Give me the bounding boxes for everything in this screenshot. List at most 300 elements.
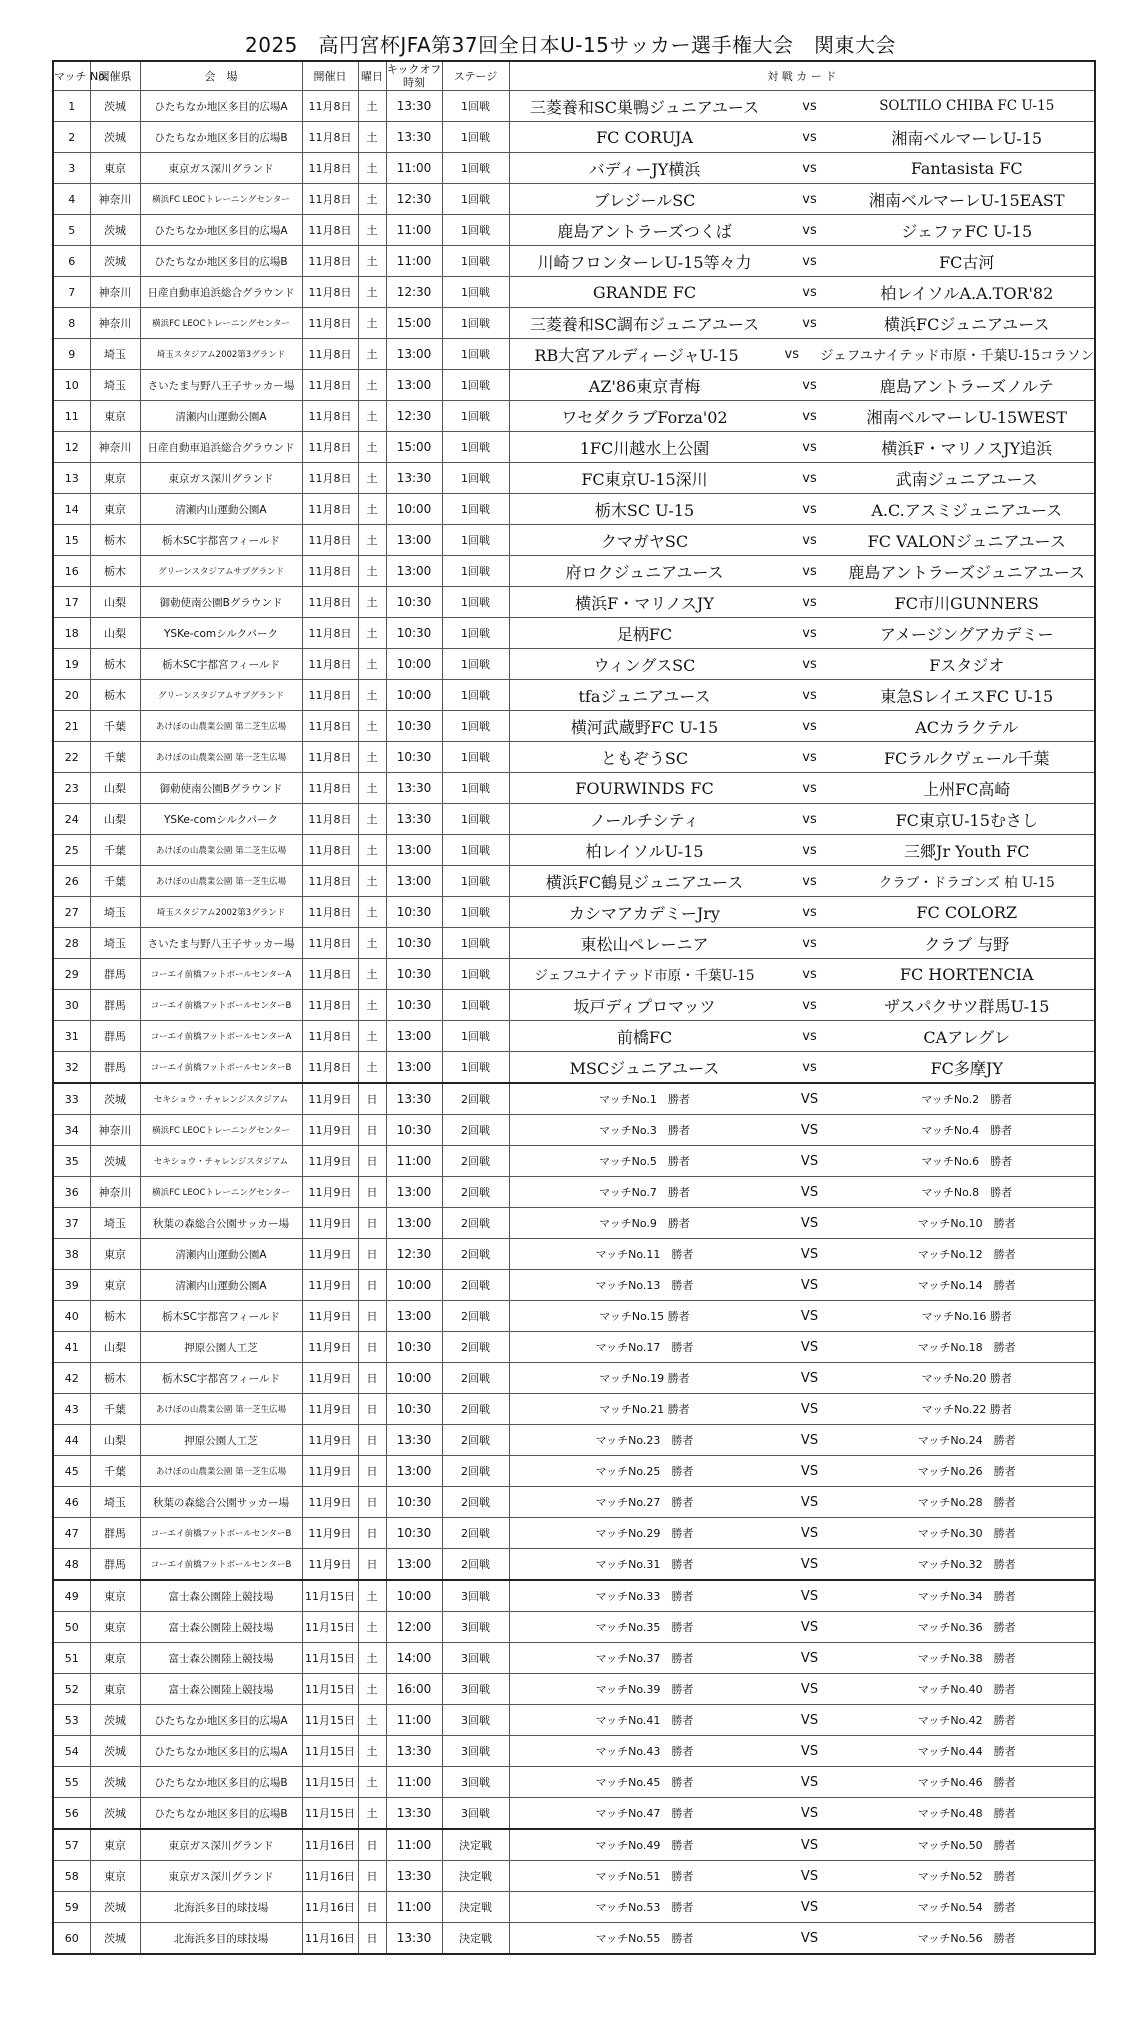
- table-row: [53, 1270, 1095, 1301]
- team-b: FC COLORZ: [916, 902, 1018, 922]
- table-row: [53, 742, 1095, 773]
- team-b: マッチNo.22 勝者: [921, 1403, 1012, 1416]
- match-pref: 茨城: [90, 1705, 140, 1736]
- match-day: 土: [358, 1643, 386, 1674]
- team-b: マッチNo.44 勝者: [917, 1745, 1016, 1758]
- team-a: RB大宮アルディージャU-15: [534, 345, 739, 365]
- match-time: 12:30: [386, 184, 442, 215]
- match-date: 11月15日: [302, 1705, 358, 1736]
- match-card: [509, 649, 1095, 680]
- match-no: 22: [53, 742, 90, 773]
- table-row: [53, 804, 1095, 835]
- match-day: 日: [358, 1829, 386, 1861]
- team-a: tfaジュニアユース: [578, 686, 711, 706]
- match-card: [509, 587, 1095, 618]
- table-row: [53, 587, 1095, 618]
- team-b: マッチNo.54 勝者: [917, 1901, 1016, 1914]
- match-venue: 栃木SC宇都宮フィールド: [140, 649, 302, 680]
- team-b: FC HORTENCIA: [899, 964, 1034, 984]
- match-time: 15:00: [386, 308, 442, 339]
- match-date: 11月8日: [302, 556, 358, 587]
- team-a: 横浜FC鶴見ジュニアユース: [545, 872, 744, 892]
- team-b: ザスパクサツ群馬U-15: [884, 996, 1050, 1016]
- team-b: 横浜FCジュニアユース: [884, 314, 1050, 334]
- team-a: 三菱養和SC巣鴨ジュニアユース: [529, 97, 760, 117]
- vs-label: VS: [800, 1494, 819, 1510]
- match-card: [509, 1705, 1095, 1736]
- match-no: 48: [53, 1549, 90, 1581]
- match-pref: 埼玉: [90, 1487, 140, 1518]
- match-date: 11月8日: [302, 866, 358, 897]
- match-day: 土: [358, 990, 386, 1021]
- match-time: 13:00: [386, 866, 442, 897]
- match-date: 11月8日: [302, 91, 358, 122]
- match-venue: あけぼの山農業公園 第一芝生広場: [140, 1456, 302, 1487]
- match-date: 11月8日: [302, 463, 358, 494]
- table-row: [53, 1083, 1095, 1115]
- team-b: クラブ・ドラゴンズ 柏 U-15: [878, 875, 1055, 891]
- match-venue: 東京ガス深川グランド: [140, 463, 302, 494]
- team-a: カシマアカデミーJry: [569, 903, 720, 923]
- match-venue: ひたちなか地区多目的広場A: [140, 91, 302, 122]
- team-b: SOLTILO CHIBA FC U-15: [879, 98, 1055, 114]
- match-date: 11月8日: [302, 246, 358, 277]
- team-b: マッチNo.18 勝者: [917, 1341, 1016, 1354]
- match-date: 11月9日: [302, 1394, 358, 1425]
- match-stage: 1回戦: [442, 277, 509, 308]
- match-time: 13:30: [386, 773, 442, 804]
- vs-label: VS: [800, 1215, 819, 1231]
- match-card: [509, 680, 1095, 711]
- match-venue: 栃木SC宇都宮フィールド: [140, 1301, 302, 1332]
- match-stage: 1回戦: [442, 308, 509, 339]
- match-card: [509, 773, 1095, 804]
- team-b: マッチNo.38 勝者: [917, 1652, 1016, 1665]
- match-pref: 群馬: [90, 990, 140, 1021]
- match-stage: 決定戦: [442, 1829, 509, 1861]
- match-card: [509, 897, 1095, 928]
- match-date: 11月16日: [302, 1892, 358, 1923]
- team-a: マッチNo.41 勝者: [595, 1714, 694, 1727]
- match-card: [509, 711, 1095, 742]
- match-pref: 神奈川: [90, 184, 140, 215]
- vs-label: vs: [802, 253, 817, 269]
- match-date: 11月8日: [302, 742, 358, 773]
- match-date: 11月8日: [302, 184, 358, 215]
- match-no: 53: [53, 1705, 90, 1736]
- match-card: [509, 1736, 1095, 1767]
- team-a: マッチNo.53 勝者: [595, 1901, 694, 1914]
- match-date: 11月16日: [302, 1923, 358, 1955]
- match-pref: 東京: [90, 401, 140, 432]
- match-stage: 3回戦: [442, 1798, 509, 1830]
- team-a: 柏レイソルU-15: [585, 841, 704, 861]
- table-row: [53, 1301, 1095, 1332]
- match-no: 50: [53, 1612, 90, 1643]
- match-card: [509, 866, 1095, 897]
- match-card: [509, 494, 1095, 525]
- match-card: [509, 1208, 1095, 1239]
- table-row: [53, 184, 1095, 215]
- team-b: マッチNo.30 勝者: [917, 1527, 1016, 1540]
- match-no: 10: [53, 370, 90, 401]
- team-a: マッチNo.45 勝者: [595, 1776, 694, 1789]
- match-day: 土: [358, 463, 386, 494]
- match-venue: 清瀬内山運動公園A: [140, 1239, 302, 1270]
- match-date: 11月8日: [302, 339, 358, 370]
- team-a: ノールチシティ: [589, 810, 700, 830]
- match-venue: さいたま与野八王子サッカー場: [140, 370, 302, 401]
- match-stage: 1回戦: [442, 711, 509, 742]
- match-day: 日: [358, 1270, 386, 1301]
- table-row: [53, 835, 1095, 866]
- match-card: [509, 1456, 1095, 1487]
- team-b: A.C.アスミジュニアユース: [871, 500, 1063, 520]
- table-row: [53, 959, 1095, 990]
- match-card: [509, 308, 1095, 339]
- match-date: 11月8日: [302, 432, 358, 463]
- match-venue: 東京ガス深川グランド: [140, 1829, 302, 1861]
- vs-label: VS: [800, 1899, 819, 1915]
- match-time: 13:00: [386, 1052, 442, 1084]
- match-pref: 山梨: [90, 1332, 140, 1363]
- match-stage: 2回戦: [442, 1518, 509, 1549]
- match-day: 日: [358, 1861, 386, 1892]
- match-day: 土: [358, 928, 386, 959]
- match-pref: 群馬: [90, 1549, 140, 1581]
- vs-label: vs: [802, 98, 817, 114]
- match-pref: 栃木: [90, 649, 140, 680]
- match-stage: 2回戦: [442, 1425, 509, 1456]
- table-row: [53, 711, 1095, 742]
- match-no: 51: [53, 1643, 90, 1674]
- match-date: 11月8日: [302, 1021, 358, 1052]
- team-b: CAアレグレ: [923, 1027, 1011, 1047]
- match-no: 24: [53, 804, 90, 835]
- match-pref: 神奈川: [90, 308, 140, 339]
- match-day: 土: [358, 1798, 386, 1830]
- match-no: 45: [53, 1456, 90, 1487]
- match-date: 11月9日: [302, 1363, 358, 1394]
- table-row: [53, 1518, 1095, 1549]
- header-no: マッチ No.: [53, 61, 90, 91]
- team-b: 武南ジュニアユース: [895, 469, 1038, 489]
- team-a: FOURWINDS FC: [575, 778, 714, 798]
- match-time: 13:30: [386, 804, 442, 835]
- match-no: 27: [53, 897, 90, 928]
- match-day: 土: [358, 649, 386, 680]
- vs-label: vs: [784, 346, 799, 362]
- table-row: [53, 1829, 1095, 1861]
- schedule-table: [52, 60, 1096, 1955]
- match-day: 日: [358, 1923, 386, 1955]
- table-row: [53, 928, 1095, 959]
- match-pref: 東京: [90, 1674, 140, 1705]
- match-no: 37: [53, 1208, 90, 1239]
- match-time: 11:00: [386, 1146, 442, 1177]
- match-day: 日: [358, 1115, 386, 1146]
- match-date: 11月8日: [302, 680, 358, 711]
- vs-label: VS: [800, 1277, 819, 1293]
- match-card: [509, 928, 1095, 959]
- match-day: 土: [358, 711, 386, 742]
- match-time: 10:30: [386, 959, 442, 990]
- table-row: [53, 1923, 1095, 1955]
- team-b: アメージングアカデミー: [879, 624, 1054, 644]
- match-venue: 北海浜多目的球技場: [140, 1892, 302, 1923]
- match-venue: ひたちなか地区多目的広場B: [140, 246, 302, 277]
- match-card: [509, 432, 1095, 463]
- table-row: [53, 153, 1095, 184]
- team-a: ウィングスSC: [593, 655, 696, 675]
- match-no: 44: [53, 1425, 90, 1456]
- vs-label: vs: [802, 687, 817, 703]
- match-no: 15: [53, 525, 90, 556]
- vs-label: vs: [802, 811, 817, 827]
- vs-label: vs: [802, 191, 817, 207]
- match-venue: 清瀬内山運動公園A: [140, 1270, 302, 1301]
- table-row: [53, 1021, 1095, 1052]
- team-a: マッチNo.5 勝者: [599, 1155, 690, 1168]
- team-a: マッチNo.55 勝者: [595, 1932, 694, 1945]
- match-venue: 横浜FC LEOCトレーニングセンター: [140, 1115, 302, 1146]
- match-stage: 1回戦: [442, 897, 509, 928]
- match-venue: セキショウ・チャレンジスタジアム: [140, 1146, 302, 1177]
- vs-label: vs: [802, 160, 817, 176]
- vs-label: VS: [800, 1153, 819, 1169]
- match-day: 土: [358, 835, 386, 866]
- match-day: 日: [358, 1363, 386, 1394]
- team-b: マッチNo.14 勝者: [917, 1279, 1016, 1292]
- match-venue: 埼玉スタジアム2002第3グランド: [140, 897, 302, 928]
- team-a: FC東京U-15深川: [581, 469, 708, 489]
- vs-label: vs: [802, 532, 817, 548]
- match-stage: 1回戦: [442, 618, 509, 649]
- match-day: 日: [358, 1394, 386, 1425]
- table-row: [53, 1861, 1095, 1892]
- match-date: 11月9日: [302, 1487, 358, 1518]
- vs-label: vs: [802, 997, 817, 1013]
- table-row: [53, 1146, 1095, 1177]
- team-b: マッチNo.34 勝者: [917, 1590, 1016, 1603]
- match-no: 21: [53, 711, 90, 742]
- match-date: 11月8日: [302, 928, 358, 959]
- match-stage: 2回戦: [442, 1394, 509, 1425]
- match-venue: 北海浜多目的球技場: [140, 1923, 302, 1955]
- vs-label: vs: [802, 1059, 817, 1075]
- match-stage: 決定戦: [442, 1923, 509, 1955]
- match-pref: 東京: [90, 1239, 140, 1270]
- match-card: [509, 1861, 1095, 1892]
- match-date: 11月16日: [302, 1829, 358, 1861]
- team-b: FC東京U-15むさし: [895, 810, 1038, 830]
- table-row: [53, 494, 1095, 525]
- match-pref: 山梨: [90, 618, 140, 649]
- match-stage: 2回戦: [442, 1208, 509, 1239]
- match-stage: 2回戦: [442, 1363, 509, 1394]
- match-pref: 山梨: [90, 773, 140, 804]
- match-venue: あけぼの山農業公園 第一芝生広場: [140, 742, 302, 773]
- match-time: 10:00: [386, 1270, 442, 1301]
- match-stage: 3回戦: [442, 1580, 509, 1612]
- match-venue: 横浜FC LEOCトレーニングセンター: [140, 1177, 302, 1208]
- match-no: 7: [53, 277, 90, 308]
- team-b: 鹿島アントラーズジュニアユース: [848, 562, 1086, 582]
- team-a: マッチNo.19 勝者: [599, 1372, 690, 1385]
- match-day: 土: [358, 401, 386, 432]
- match-venue: コーエイ前橋フットボールセンターB: [140, 1518, 302, 1549]
- match-day: 日: [358, 1332, 386, 1363]
- table-row: [53, 618, 1095, 649]
- match-time: 13:00: [386, 525, 442, 556]
- match-stage: 1回戦: [442, 122, 509, 153]
- match-pref: 群馬: [90, 1052, 140, 1084]
- match-stage: 1回戦: [442, 215, 509, 246]
- table-row: [53, 432, 1095, 463]
- table-row: [53, 1487, 1095, 1518]
- table-row: [53, 91, 1095, 122]
- match-time: 13:00: [386, 835, 442, 866]
- match-pref: 東京: [90, 1270, 140, 1301]
- team-b: マッチNo.26 勝者: [917, 1465, 1016, 1478]
- match-time: 12:30: [386, 401, 442, 432]
- match-pref: 東京: [90, 1829, 140, 1861]
- match-stage: 2回戦: [442, 1083, 509, 1115]
- match-time: 10:30: [386, 928, 442, 959]
- team-a: 府ロクジュニアユース: [565, 562, 724, 582]
- team-b: Fantasista FC: [910, 158, 1023, 178]
- match-card: [509, 618, 1095, 649]
- match-day: 土: [358, 742, 386, 773]
- team-a: ジェフユナイテッド市原・千葉U-15: [534, 968, 755, 984]
- match-day: 日: [358, 1892, 386, 1923]
- match-venue: 横浜FC LEOCトレーニングセンター: [140, 308, 302, 339]
- match-day: 土: [358, 897, 386, 928]
- table-row: [53, 1612, 1095, 1643]
- team-a: クマガヤSC: [600, 531, 689, 551]
- match-card: [509, 153, 1095, 184]
- match-stage: 3回戦: [442, 1674, 509, 1705]
- match-stage: 2回戦: [442, 1332, 509, 1363]
- page-title: 2025 高円宮杯JFA第37回全日本U-15サッカー選手権大会 関東大会: [245, 33, 896, 57]
- match-day: 日: [358, 1487, 386, 1518]
- match-stage: 2回戦: [442, 1487, 509, 1518]
- match-no: 5: [53, 215, 90, 246]
- match-pref: 茨城: [90, 1736, 140, 1767]
- vs-label: VS: [800, 1308, 819, 1324]
- match-card: [509, 1580, 1095, 1612]
- match-day: 土: [358, 587, 386, 618]
- match-no: 43: [53, 1394, 90, 1425]
- team-a: 三菱養和SC調布ジュニアユース: [529, 314, 760, 334]
- match-date: 11月9日: [302, 1177, 358, 1208]
- header-card: 対 戦 カ ー ド: [509, 61, 1095, 91]
- vs-label: vs: [802, 718, 817, 734]
- team-b: マッチNo.2 勝者: [921, 1093, 1013, 1106]
- team-a: ともぞうSC: [600, 748, 689, 768]
- match-no: 60: [53, 1923, 90, 1955]
- match-venue: グリーンスタジアムサブグランド: [140, 680, 302, 711]
- match-pref: 神奈川: [90, 432, 140, 463]
- match-venue: さいたま与野八王子サッカー場: [140, 928, 302, 959]
- team-a: マッチNo.7 勝者: [599, 1186, 690, 1199]
- match-date: 11月9日: [302, 1208, 358, 1239]
- match-day: 土: [358, 246, 386, 277]
- vs-label: VS: [800, 1837, 819, 1853]
- match-time: 13:30: [386, 1736, 442, 1767]
- team-b: 柏レイソルA.A.TOR'82: [880, 283, 1054, 303]
- match-pref: 栃木: [90, 1301, 140, 1332]
- match-pref: 群馬: [90, 959, 140, 990]
- team-b: ACカラクテル: [915, 717, 1019, 737]
- match-date: 11月15日: [302, 1674, 358, 1705]
- match-date: 11月9日: [302, 1301, 358, 1332]
- match-pref: 東京: [90, 463, 140, 494]
- match-date: 11月8日: [302, 835, 358, 866]
- vs-label: VS: [800, 1370, 819, 1386]
- match-date: 11月8日: [302, 308, 358, 339]
- match-date: 11月8日: [302, 711, 358, 742]
- match-no: 31: [53, 1021, 90, 1052]
- team-b: マッチNo.36 勝者: [917, 1621, 1016, 1634]
- match-date: 11月8日: [302, 401, 358, 432]
- team-a: マッチNo.27 勝者: [595, 1496, 694, 1509]
- vs-label: vs: [802, 563, 817, 579]
- match-time: 10:30: [386, 1332, 442, 1363]
- match-date: 11月8日: [302, 525, 358, 556]
- match-card: [509, 1394, 1095, 1425]
- match-no: 54: [53, 1736, 90, 1767]
- match-stage: 2回戦: [442, 1115, 509, 1146]
- match-time: 13:00: [386, 1208, 442, 1239]
- team-a: ワセダクラブForza'02: [561, 407, 728, 427]
- match-stage: 1回戦: [442, 773, 509, 804]
- team-a: マッチNo.29 勝者: [595, 1527, 694, 1540]
- match-date: 11月8日: [302, 897, 358, 928]
- team-b: FC古河: [939, 252, 995, 272]
- vs-label: VS: [800, 1091, 819, 1107]
- match-pref: 群馬: [90, 1518, 140, 1549]
- match-date: 11月8日: [302, 587, 358, 618]
- match-time: 11:00: [386, 1892, 442, 1923]
- team-b: 上州FC高崎: [923, 779, 1011, 799]
- match-no: 56: [53, 1798, 90, 1830]
- match-venue: ひたちなか地区多目的広場B: [140, 1798, 302, 1830]
- match-card: [509, 1674, 1095, 1705]
- match-day: 土: [358, 680, 386, 711]
- team-a: 鹿島アントラーズつくば: [557, 221, 732, 241]
- match-stage: 1回戦: [442, 246, 509, 277]
- match-venue: 日産自動車追浜総合グラウンド: [140, 277, 302, 308]
- vs-label: VS: [800, 1930, 819, 1946]
- vs-label: vs: [802, 780, 817, 796]
- match-date: 11月9日: [302, 1270, 358, 1301]
- team-b: マッチNo.24 勝者: [917, 1434, 1016, 1447]
- match-card: [509, 1083, 1095, 1115]
- team-a: マッチNo.11 勝者: [595, 1248, 694, 1261]
- match-card: [509, 1487, 1095, 1518]
- vs-label: VS: [800, 1588, 819, 1604]
- match-time: 13:00: [386, 556, 442, 587]
- match-time: 12:30: [386, 277, 442, 308]
- match-pref: 栃木: [90, 1363, 140, 1394]
- match-venue: あけぼの山農業公園 第二芝生広場: [140, 711, 302, 742]
- match-card: [509, 246, 1095, 277]
- team-b: FC市川GUNNERS: [894, 593, 1039, 613]
- match-day: 土: [358, 370, 386, 401]
- table-row: [53, 401, 1095, 432]
- match-venue: グリーンスタジアムサブグランド: [140, 556, 302, 587]
